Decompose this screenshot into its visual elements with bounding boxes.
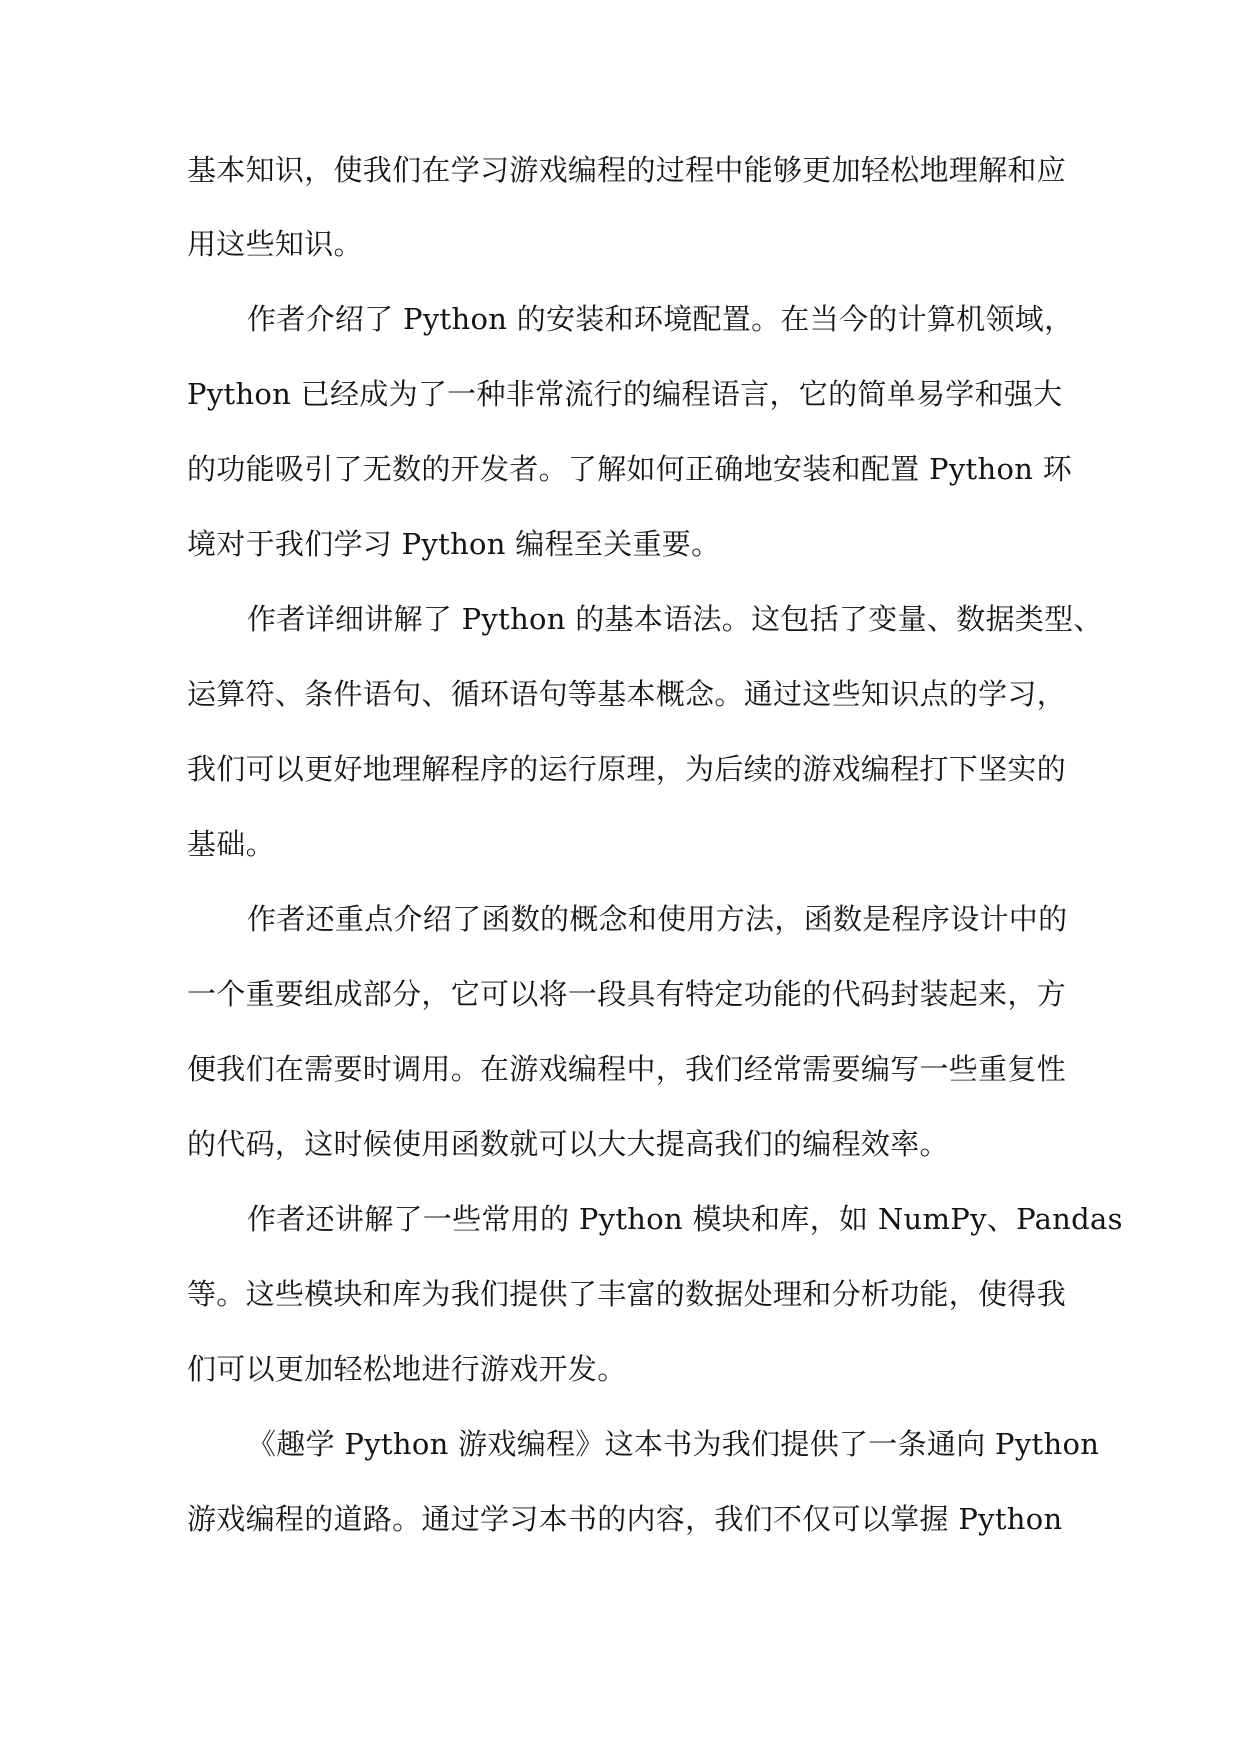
line-text: 们可以更加轻松地进行游戏开发。	[187, 1352, 627, 1386]
line-text: 基本知识，使我们在学习游戏编程的过程中能够更加轻松地理解和应	[187, 153, 1067, 187]
line-text: 作者介绍了 Python 的安装和环境配置。在当今的计算机领域，	[247, 302, 1074, 336]
line-text: 境对于我们学习 Python 编程至关重要。	[187, 527, 721, 561]
line-text: 我们可以更好地理解程序的运行原理，为后续的游戏编程打下坚实的	[187, 752, 1067, 786]
line-text: 游戏编程的道路。通过学习本书的内容，我们不仅可以掌握 Python	[187, 1502, 1063, 1536]
line-text: 等。这些模块和库为我们提供了丰富的数据处理和分析功能，使得我	[187, 1277, 1067, 1311]
line-text: 的代码，这时候使用函数就可以大大提高我们的编程效率。	[187, 1127, 949, 1161]
line-text: 一个重要组成部分，它可以将一段具有特定功能的代码封装起来，方	[187, 977, 1067, 1011]
line-text: 便我们在需要时调用。在游戏编程中，我们经常需要编写一些重复性	[187, 1052, 1067, 1086]
line-text: 基础。	[187, 827, 275, 861]
line-text: 《趣学 Python 游戏编程》这本书为我们提供了一条通向 Python	[247, 1427, 1100, 1461]
line-text: 用这些知识。	[187, 227, 363, 261]
line-text: 作者还重点介绍了函数的概念和使用方法，函数是程序设计中的	[247, 902, 1068, 936]
line-text: 运算符、条件语句、循环语句等基本概念。通过这些知识点的学习，	[187, 677, 1067, 711]
line-text: 作者详细讲解了 Python 的基本语法。这包括了变量、数据类型、	[247, 602, 1103, 636]
line-text: Python 已经成为了一种非常流行的编程语言，它的简单易学和强大	[187, 377, 1063, 411]
line-text: 作者还讲解了一些常用的 Python 模块和库，如 NumPy、Pandas	[247, 1202, 1123, 1236]
line-text: 的功能吸引了无数的开发者。了解如何正确地安装和配置 Python 环	[187, 452, 1073, 486]
